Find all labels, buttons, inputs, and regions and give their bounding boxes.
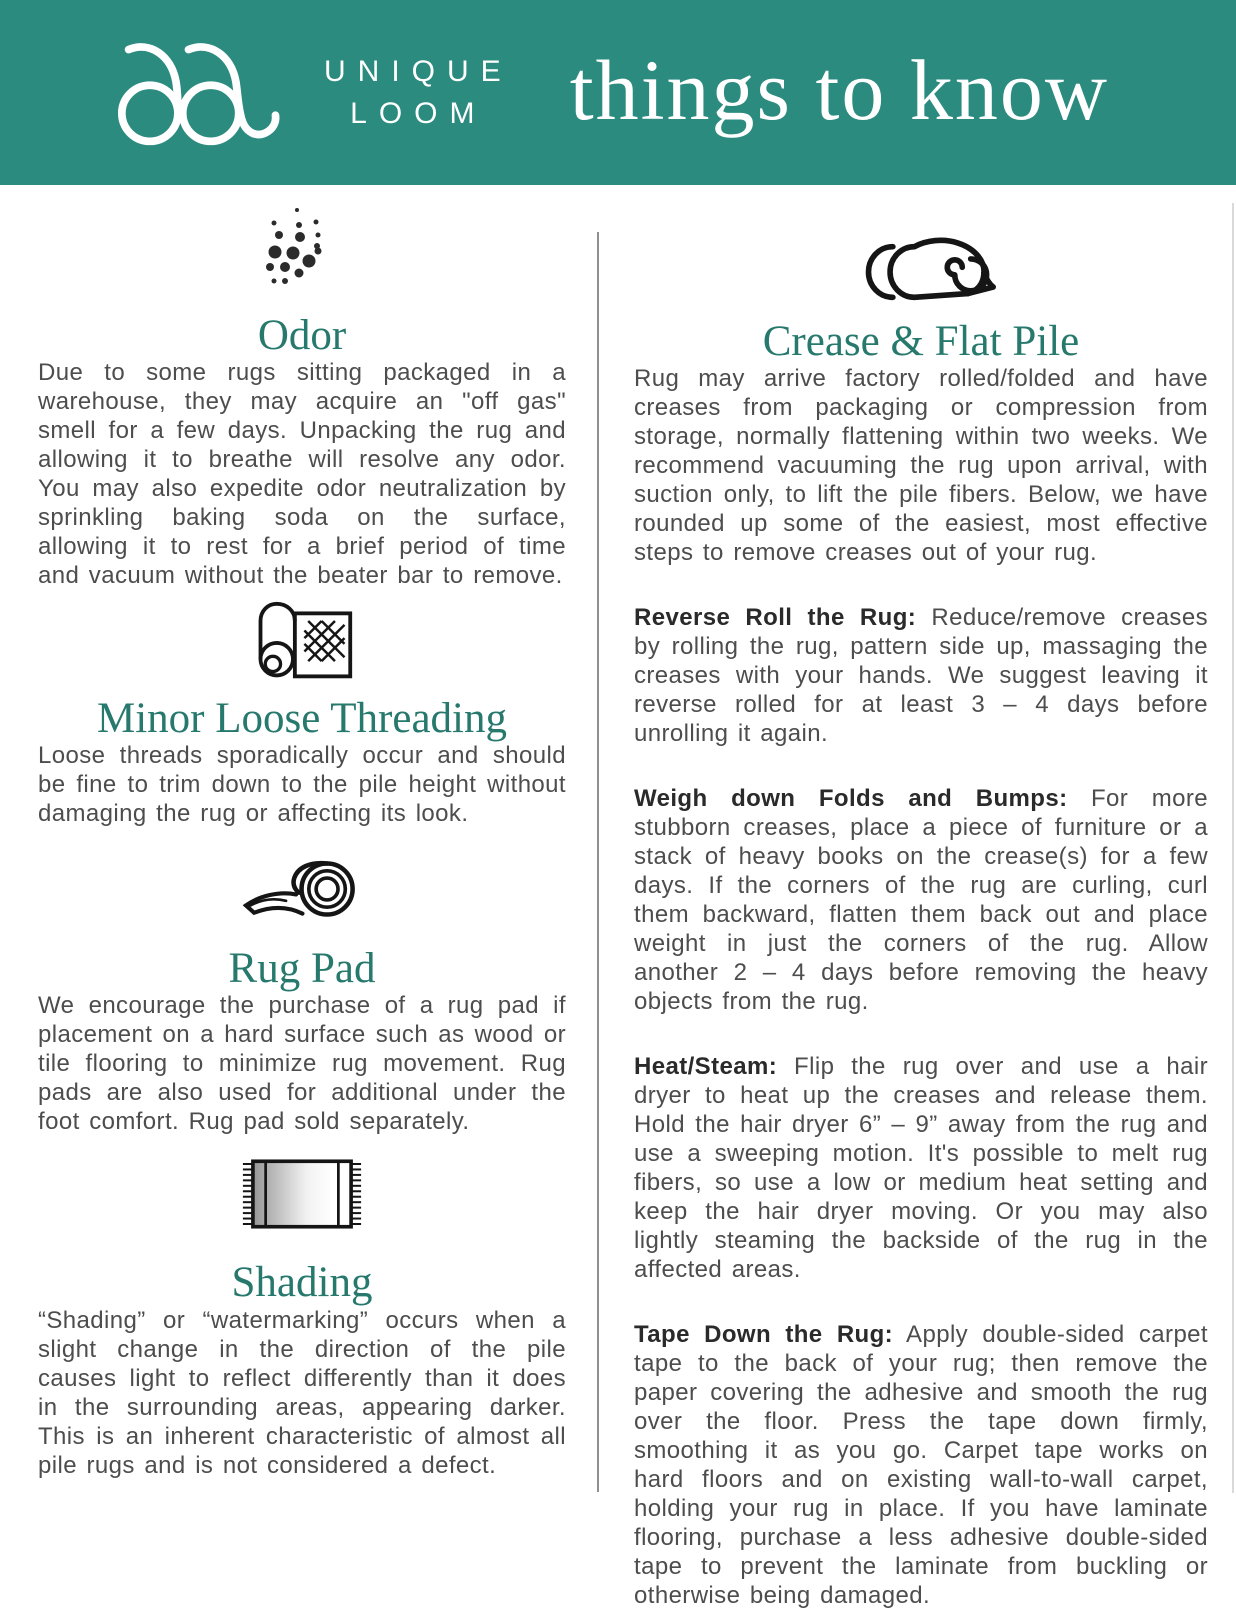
- column-divider: [597, 232, 599, 1492]
- tip-text: Flip the rug over and use a hair dryer to heat up the creases and release them. Hold the hair dryer 6” – 9” away from the rug and use a sweeping motion. It's possible to melt rug fibers, so use a low or medium heat setting and keep the hair dryer moving. Or you may also lightly steaming the backside of the rug in the affected areas.: [634, 1053, 1208, 1284]
- section-title-rug-pad: Rug Pad: [228, 945, 376, 993]
- rug-pad-icon: [237, 858, 367, 920]
- tip-tape-down: [634, 1320, 1208, 1610]
- section-body-odor: Due to some rugs sitting packaged in a warehouse, they may acquire an "off gas" smell for a few days. Unpacking the rug and allowing it to breathe will resolve any odor. You may also expedite odor neutralization by sprinkling baking soda on the surface, allowing it to rest for a brief period of time and vacuum without the beater bar to remove.: [38, 359, 566, 590]
- section-title-odor: Odor: [257, 312, 347, 359]
- content-area: [0, 185, 1236, 1610]
- tip-label: Heat/Steam:: [634, 1053, 778, 1081]
- section-body-threading: Loose threads sporadically occur and should be fine to trim down to the pile height without damaging the rug or affecting its look.: [38, 742, 566, 828]
- unique-loom-logo-icon: [110, 36, 296, 150]
- left-column: [38, 185, 566, 1480]
- tip-label: Reverse Roll the Rug:: [634, 604, 917, 632]
- shading-icon: [242, 1156, 362, 1232]
- tip-label: Tape Down the Rug:: [634, 1321, 894, 1349]
- tip-heat-steam: [634, 1052, 1208, 1284]
- brand-line-2: LOOM: [350, 96, 487, 130]
- section-body-shading: “Shading” or “watermarking” occurs when a slight change in the direction of the pile causes light to reflect differently than it does in the surrounding areas, appearing darker. This is an inherent characteristic of almost all pile rugs and is not considered a defect.: [38, 1306, 566, 1479]
- rolled-rug-icon: [846, 233, 996, 311]
- tip-text: Reduce/remove creases by rolling the rug, pattern side up, massaging the creases with your hands. We suggest leaving it reverse rolled for at least 3 – 4 days before unrolling it again.: [634, 604, 1208, 748]
- tip-text: For more stubborn creases, place a piece of furniture or a stack of heavy books on the crease(s) for a few days. If the corners of the rug are curling, curl them backward, flatten them back out and place weight in just the corners of the rug. Allow another 2 – 4 days before removing the heavy objects from the rug.: [634, 785, 1208, 1016]
- page-title: things to know: [569, 41, 1109, 138]
- tip-label: Weigh down Folds and Bumps:: [634, 785, 1068, 813]
- section-title-shading: Shading: [231, 1259, 373, 1307]
- header-banner: [0, 0, 1236, 185]
- tip-reverse-roll: [634, 603, 1208, 748]
- right-edge-line: [1232, 203, 1234, 1493]
- loose-threading-icon: [249, 600, 356, 684]
- brand-lockup: [110, 36, 513, 150]
- brand-name: [324, 51, 513, 135]
- section-title-threading: Minor Loose Threading: [96, 695, 507, 743]
- right-column: [634, 185, 1208, 1610]
- odor-dots-icon: [254, 205, 350, 301]
- section-body-rug-pad: We encourage the purchase of a rug pad if placement on a hard surface such as wood or tile flooring to minimize rug movement. Rug pads are also used for additional under the foot comfort. Rug pad sold separately.: [38, 992, 566, 1136]
- section-title-crease: Crease & Flat Pile: [762, 318, 1080, 365]
- tip-text: Apply double-sided carpet tape to the back of your rug; then remove the paper covering the adhesive and smooth the rug over the floor. Press the tape down firmly, smoothing it as you go. Carpet tape works on hard floors and on existing wall-to-wall carpet, holding your rug in place. If you have laminate flooring, purchase a less adhesive double-sided tape to prevent the laminate from buckling or otherwise being damaged.: [634, 1321, 1209, 1610]
- tip-weigh-down: [634, 784, 1208, 1016]
- brand-line-1: UNIQUE: [324, 54, 513, 88]
- section-body-crease-intro: Rug may arrive factory rolled/folded and have creases from packaging or compression from storage, normally flattening within two weeks. We recommend vacuuming the rug upon arrival, with suction only, to lift the pile fibers. Below, we have rounded up some of the easiest, most effective steps to remove creases out of your rug.: [634, 365, 1208, 567]
